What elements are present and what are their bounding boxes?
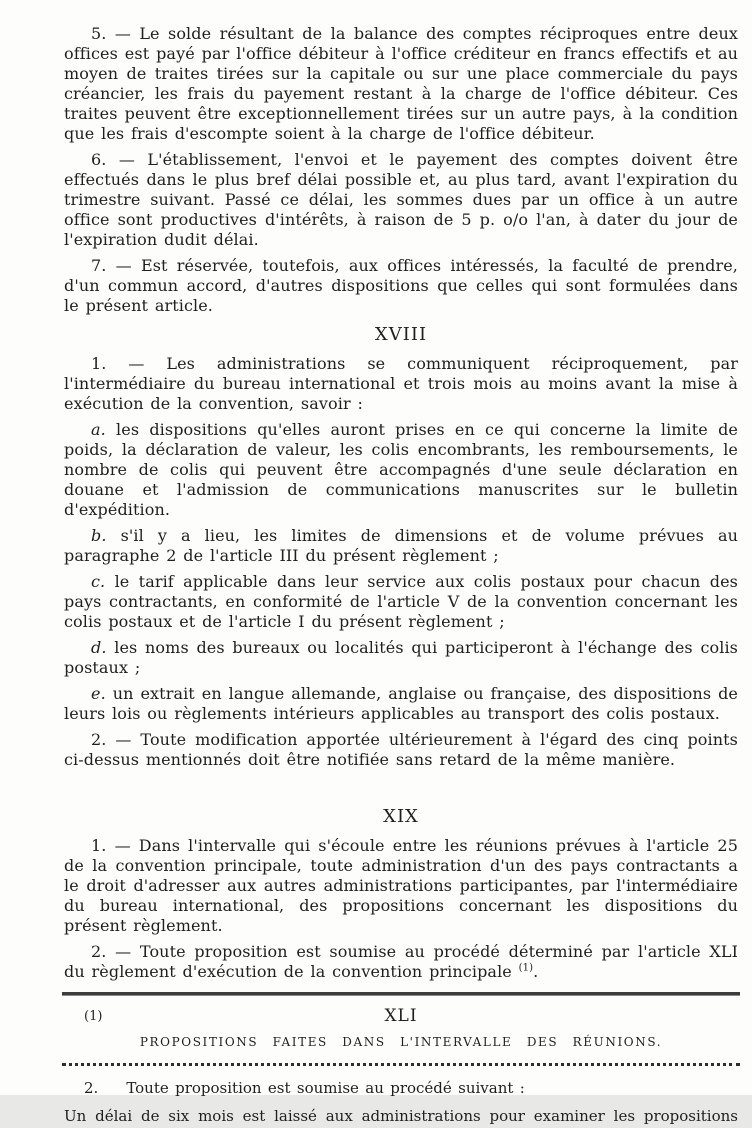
item-text-e: un extrait en langue allemande, anglaise ou française, des dispositions de leurs lois ou règlements intérieurs applicables au transport des colis postaux. (64, 684, 738, 723)
list-item-d (64, 638, 738, 678)
footnote-paragraph-2: Un délai de six mois est laissé aux administrations pour examiner les propositions (64, 1107, 738, 1125)
item-marker-d: d. (91, 638, 107, 657)
footnote-paragraph-1 (64, 1076, 738, 1100)
footnote-article-subtitle: PROPOSITIONS FAITES DANS L'INTERVALLE DES RÉUNIONS. (139, 1035, 663, 1049)
item-text-b: s'il y a lieu, les limites de dimensions et de volume prévues au paragraphe 2 de l'article III du présent règlement ; (64, 526, 738, 565)
footnote-paragraph-text: Toute proposition est soumise au procédé suivant : (126, 1079, 525, 1097)
footnote-article-heading: XLI (384, 1006, 418, 1026)
item-marker-b: b. (91, 526, 107, 545)
section18-paragraph-1: 1. — Les administrations se communiquent réciproquement, par l'intermédiaire du bureau international et trois mois au moins avant la mise à exécution de la convention, savoir : (64, 354, 738, 413)
paragraph-text: 2. — Toute proposition est soumise au procédé déterminé par l'article XLI du règlement d'exécution de la convention principale (64, 942, 738, 981)
footnote-reference: (1) (518, 962, 534, 974)
paragraph-5: 5. — Le solde résultant de la balance des comptes réciproques entre deux offices est payé par l'office débiteur à l'office créditeur en francs effectifs et au moyen de traites tirées sur la capitale ou sur une place commerciale du pays créancier, les frais du payement restant à la charge de l'office débiteur. Ces traites peuvent être exceptionnellement tirées sur un autre pays, à la condition que les frais d'escompte soient à la charge de l'office débiteur. (64, 24, 738, 143)
article-heading-xix: XIX (383, 806, 419, 827)
footnote-separator-rule (62, 992, 740, 995)
list-item-e (64, 684, 738, 724)
section19-paragraph-2 (64, 942, 738, 982)
item-text-a: les dispositions qu'elles auront prises en ce qui concerne la limite de poids, la déclaration de valeur, les colis encombrants, les remboursements, le nombre de colis qui peuvent être accompagnés d'une seule déclaration en douane et l'admission de communications manuscrites sur le bulletin d'expédition. (64, 420, 738, 519)
item-text-d: les noms des bureaux ou localités qui participeront à l'échange des colis postaux ; (64, 638, 738, 677)
footnote-paragraph-number: 2. (84, 1079, 99, 1097)
article-heading-xviii: XVIII (374, 324, 428, 345)
paragraph-6: 6. — L'établissement, l'envoi et le payement des comptes doivent être effectués dans le plus bref délai possible et, au plus tard, avant l'expiration du trimestre suivant. Passé ce délai, les sommes dues par un office à un autre office sont productives d'intérêts, à raison de 5 p. o/o l'an, à dater du jour de l'expiration dudit délai. (64, 150, 738, 249)
ellipsis-omission-line (62, 1063, 740, 1066)
list-item-b (64, 526, 738, 566)
item-text-c: le tarif applicable dans leur service aux colis postaux pour chacun des pays contractants, en conformité de l'article V de la convention concernant les colis postaux et de l'article I du présent règlement ; (64, 572, 738, 631)
item-marker-e: e. (91, 684, 106, 703)
item-marker-c: c. (91, 572, 106, 591)
item-marker-a: a. (91, 420, 106, 439)
section19-paragraph-1: 1. — Dans l'intervalle qui s'écoule entre les réunions prévues à l'article 25 de la convention principale, toute administration d'un des pays contractants a le droit d'adresser aux autres administrations participantes, par l'intermédiaire du bureau international, des propositions concernant les dispositions du présent règlement. (64, 836, 738, 935)
list-item-c (64, 572, 738, 632)
paragraph-7: 7. — Est réservée, toutefois, aux offices intéressés, la faculté de prendre, d'un commun accord, d'autres dispositions que celles qui sont formulées dans le présent article. (64, 256, 738, 315)
paragraph-tail: . (533, 962, 539, 981)
list-item-a (64, 420, 738, 520)
footnote-header (64, 1005, 738, 1027)
section18-paragraph-2: 2. — Toute modification apportée ultérieurement à l'égard des cinq points ci-dessus mentionnés doit être notifiée sans retard de la même manière. (64, 730, 738, 769)
footnote-marker: (1) (84, 1009, 103, 1024)
